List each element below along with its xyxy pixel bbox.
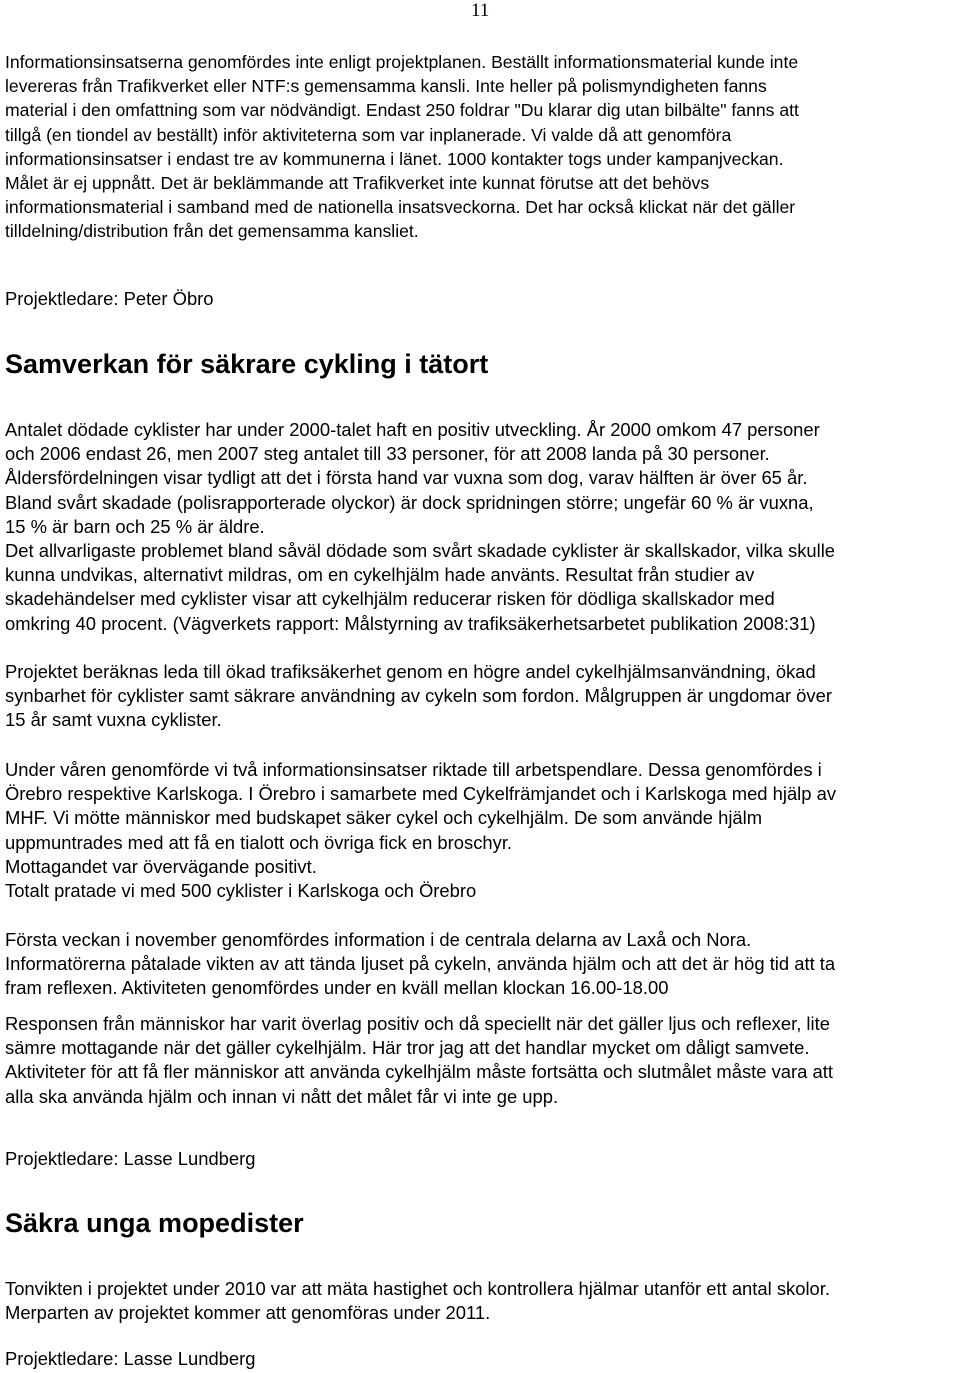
- intro-paragraph: [5, 50, 955, 244]
- text-line: Första veckan i november genomfördes information i de centrala delarna av Laxå och Nora.: [5, 929, 752, 950]
- samverkan-paragraph-5: [5, 1012, 955, 1109]
- samverkan-paragraph-1: [5, 418, 955, 636]
- text-line: Totalt pratade vi med 500 cyklister i Karlskoga och Örebro: [5, 880, 477, 902]
- text-line: material i den omfattning som var nödvändigt. Endast 250 foldrar "Du klarar dig utan bilbälte" fanns att: [5, 100, 799, 121]
- text-line: tillgå (en tiondel av beställt) inför aktiviteterna som var inplanerade. Vi valde då att genomföra: [5, 124, 732, 145]
- text-line: Mottagandet var övervägande positivt.: [5, 855, 317, 877]
- text-line: kunna undvikas, alternativt mildras, om en cykelhjälm hade använts. Resultat från studier av: [5, 564, 755, 586]
- text-line: Projektet beräknas leda till ökad trafiksäkerhet genom en högre andel cykelhjälmsanvändning, ökad: [5, 661, 816, 682]
- text-line: skadehändelser med cyklister visar att cykelhjälm reducerar risken för dödliga skallskador med: [5, 588, 775, 610]
- text-line: levereras från Trafikverket eller NTF:s gemensamma kansli. Inte heller på polismyndigheten fanns: [5, 76, 767, 97]
- text-line: Tonvikten i projektet under 2010 var att mäta hastighet och kontrollera hjälmar utanför ett antal skolor.: [5, 1278, 830, 1299]
- samverkan-paragraph-2: [5, 660, 955, 733]
- text-line: Åldersfördelningen visar tydligt att det i första hand var vuxna som dog, varav hälften är över 65 år.: [5, 467, 808, 489]
- text-line: Merparten av projektet kommer att genomföras under 2011.: [5, 1302, 491, 1324]
- text-line: och 2006 endast 26, men 2007 steg antalet till 33 personer, för att 2008 landa på 30 personer.: [5, 443, 770, 465]
- samverkan-paragraph-3: [5, 758, 955, 903]
- text-line: Aktiviteter för att få fler människor att använda cykelhjälm måste fortsätta och slutmålet måste vara att: [5, 1061, 833, 1083]
- text-line: Det allvarligaste problemet bland såväl dödade som svårt skadade cyklister är skallskador, vilka skulle: [5, 540, 836, 562]
- text-line: informationsinsatser i endast tre av kommunerna i länet. 1000 kontakter togs under kampanjveckan.: [5, 148, 784, 169]
- samverkan-paragraph-4: [5, 928, 955, 1001]
- mopedister-paragraph-1: [5, 1277, 955, 1325]
- text-line: Örebro respektive Karlskoga. I Örebro i samarbete med Cykelfrämjandet och i Karlskoga med hjälp av: [5, 783, 837, 805]
- text-line: Målet är ej uppnått. Det är beklämmande att Trafikverket inte kunnat förutse att det behövs: [5, 173, 710, 194]
- text-line: alla ska använda hjälm och innan vi nått det målet får vi inte ge upp.: [5, 1085, 559, 1107]
- text-line: sämre mottagande när det gäller cykelhjälm. Här tror jag att det handlar mycket om dåligt samvete.: [5, 1037, 810, 1059]
- heading-mopedister: Säkra unga mopedister: [5, 1208, 304, 1238]
- text-line: MHF. Vi mötte människor med budskapet säker cykel och cykelhjälm. De som använde hjälm: [5, 807, 763, 829]
- text-line: 15 år samt vuxna cyklister.: [5, 709, 222, 731]
- text-line: omkring 40 procent. (Vägverkets rapport: Målstyrning av trafiksäkerhetsarbetet publikation 2008:31): [5, 612, 816, 634]
- project-manager-lasse-2: Projektledare: Lasse Lundberg: [5, 1348, 256, 1369]
- text-line: synbarhet för cyklister samt säkrare användning av cykeln som fordon. Målgruppen är ungdomar över: [5, 685, 832, 707]
- text-line: Responsen från människor har varit överlag positiv och då speciellt när det gäller ljus och reflexer, lite: [5, 1013, 830, 1034]
- text-line: Bland svårt skadade (polisrapporterade olyckor) är dock spridningen större; ungefär 60 % är vuxna,: [5, 491, 814, 513]
- text-line: 15 % är barn och 25 % är äldre.: [5, 515, 265, 537]
- heading-samverkan: Samverkan för säkrare cykling i tätort: [5, 349, 489, 379]
- text-line: uppmuntrades med att få en tialott och övriga fick en broschyr.: [5, 831, 513, 853]
- text-line: tilldelning/distribution från det gemensamma kansliet.: [5, 221, 419, 242]
- text-line: Informatörerna påtalade vikten av att tända ljuset på cykeln, använda hjälm och att det är hög tid att ta: [5, 953, 836, 975]
- text-line: Under våren genomförde vi två informationsinsatser riktade till arbetspendlare. Dessa genomfördes i: [5, 759, 822, 780]
- text-line: Informationsinsatserna genomfördes inte enligt projektplanen. Beställt informationsmaterial kunde inte: [5, 52, 799, 72]
- project-manager-peter: Projektledare: Peter Öbro: [5, 288, 214, 309]
- text-line: Antalet dödade cyklister har under 2000-talet haft en positiv utveckling. År 2000 omkom 47 personer: [5, 419, 820, 440]
- page-number: 11: [471, 0, 490, 21]
- text-line: fram reflexen. Aktiviteten genomfördes under en kväll mellan klockan 16.00-18.00: [5, 977, 669, 999]
- project-manager-lasse-1: Projektledare: Lasse Lundberg: [5, 1148, 256, 1169]
- text-line: informationsmaterial i samband med de nationella insatsveckorna. Det har också klickat när det gäller: [5, 197, 796, 218]
